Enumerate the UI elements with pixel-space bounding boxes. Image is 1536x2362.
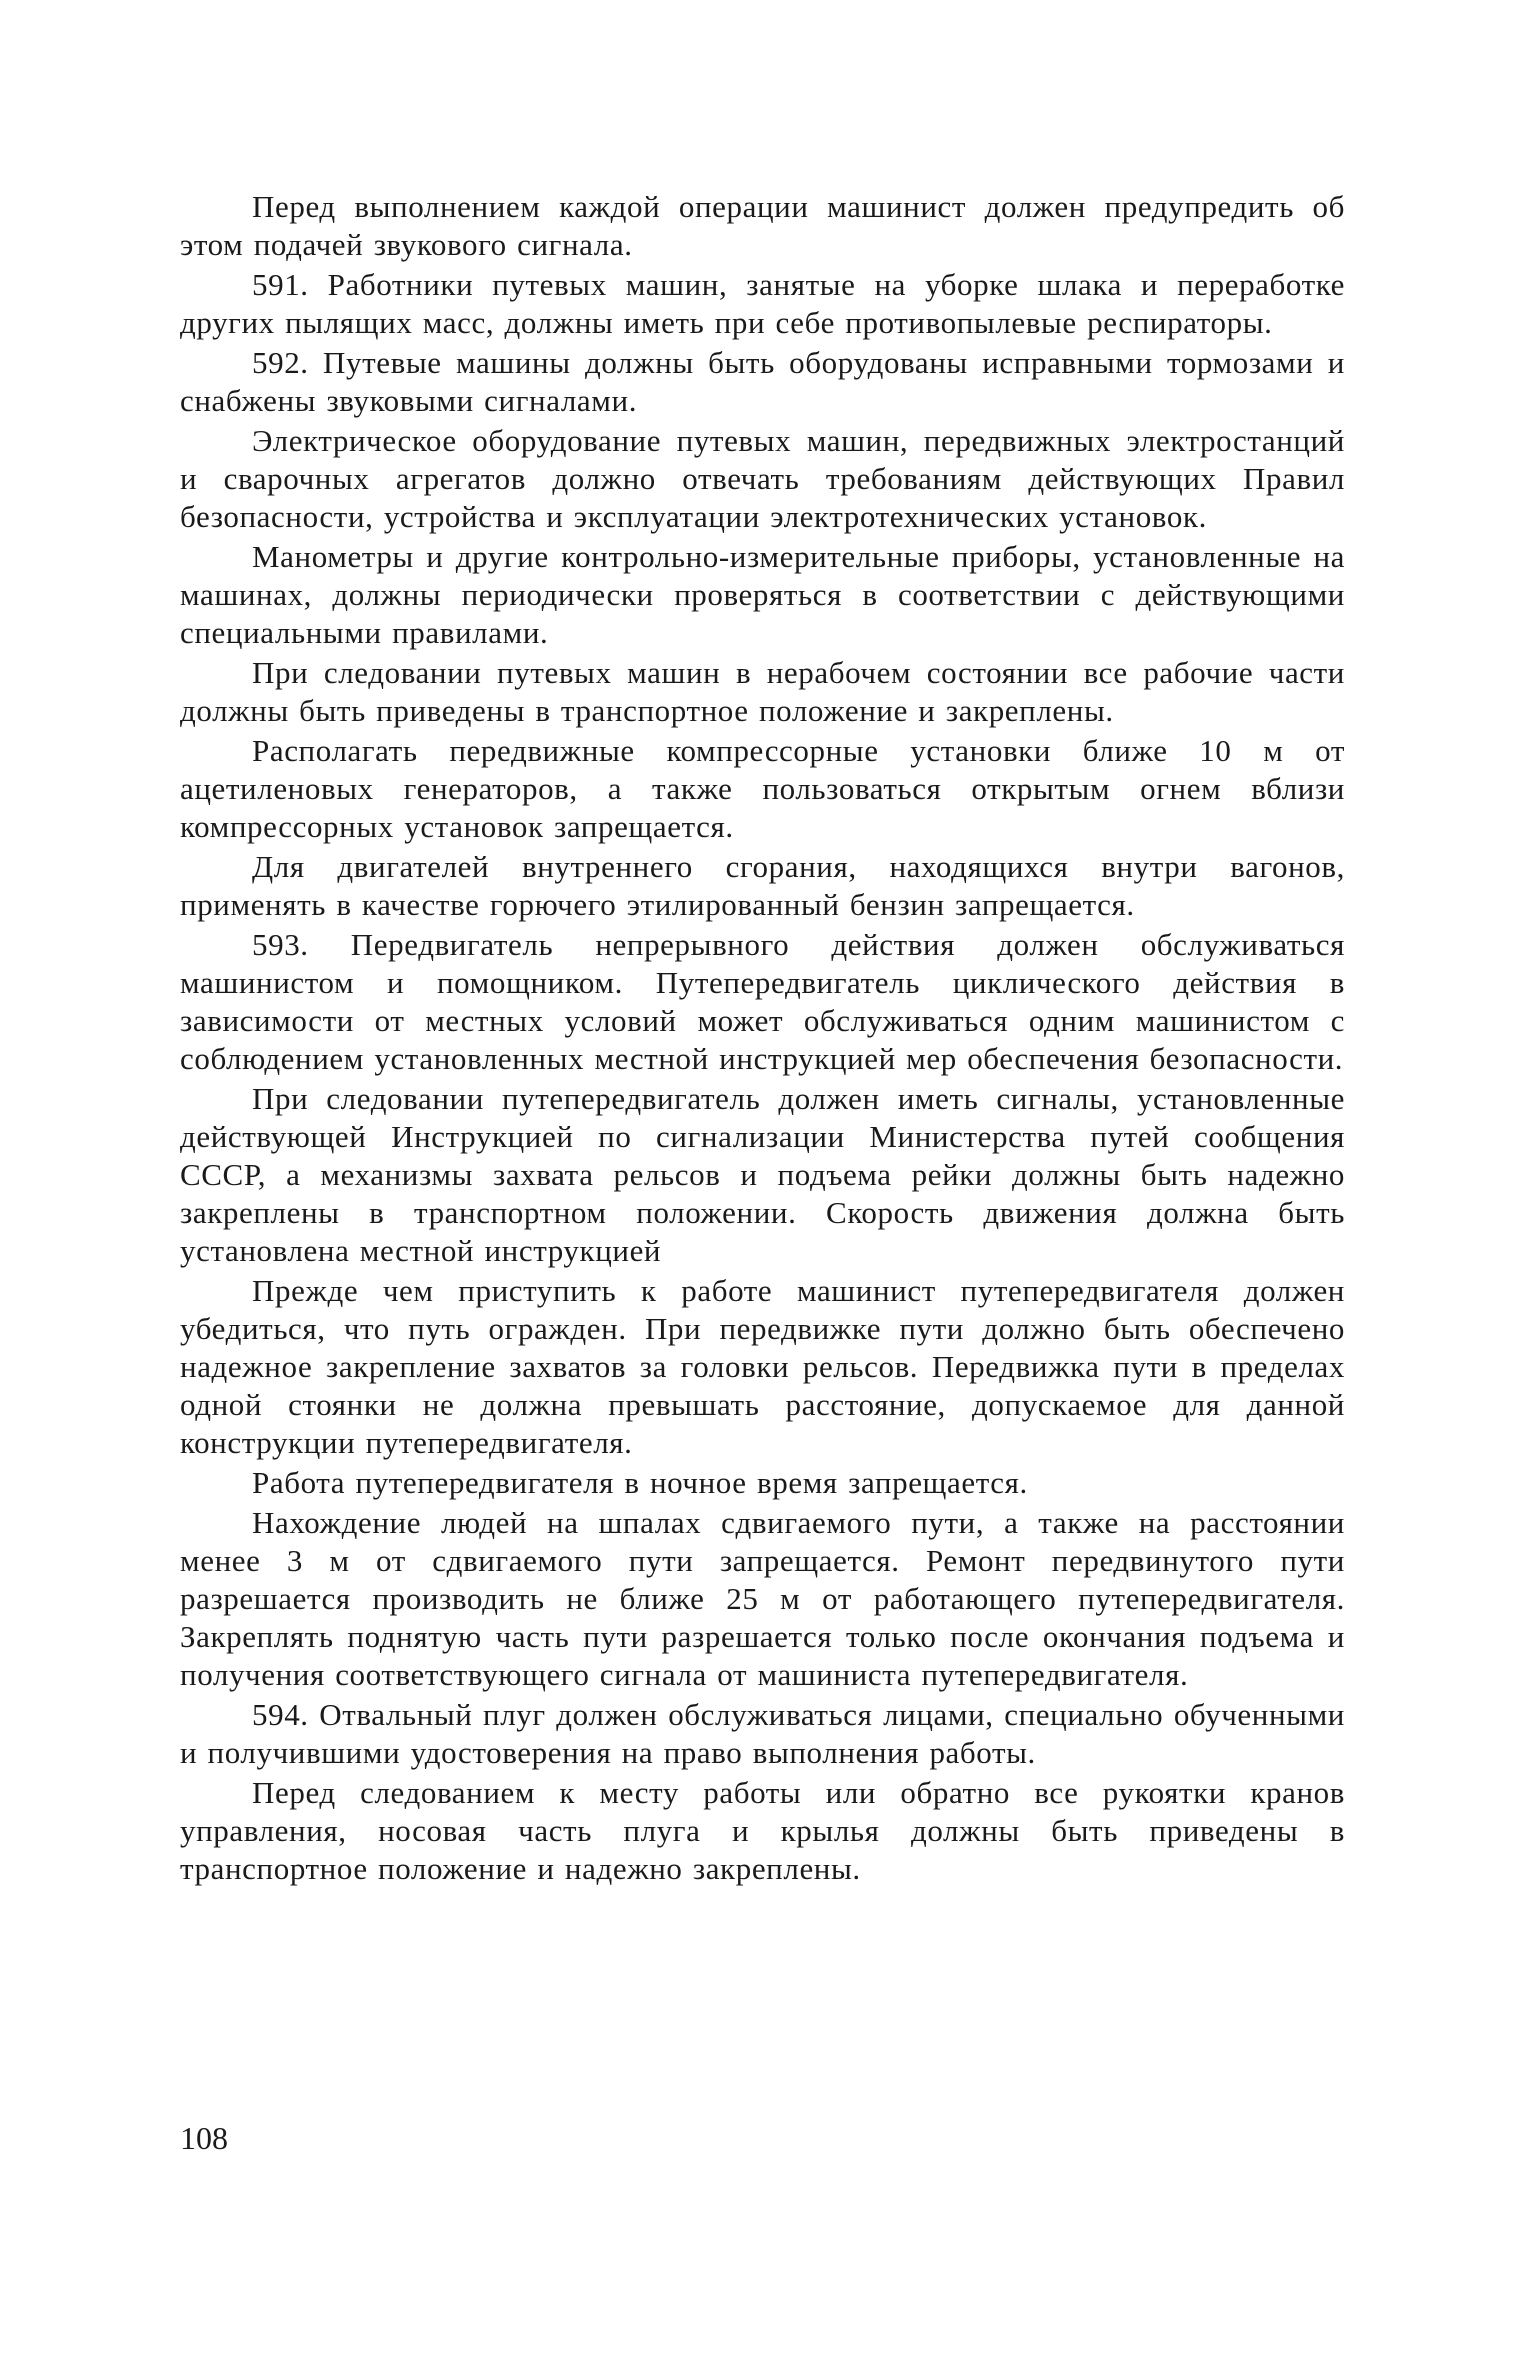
- paragraph: При следовании путевых машин в нерабочем состоянии все рабочие части должны быть приведены в транспортное положение и закреплены.: [180, 655, 1345, 728]
- paragraph: Перед следованием к месту работы или обратно все рукоятки кранов управления, носовая часть плуга и крылья должны быть приведены в транспортное положение и надежно закреплены.: [180, 1775, 1345, 1886]
- paragraph-592: 592. Путевые машины должны быть оборудованы исправными тормозами и снабжены звуковыми сигналами.: [180, 345, 1345, 418]
- paragraph: При следовании путепередвигатель должен иметь сигналы, установленные действующей Инструкцией по сигнализации Министерства путей сообщения СССР, а механизмы захвата рельсов и подъема рейки должны быть надежно закреплены в транспортном положении. Скорость движения должна быть установлена местной инструкцией: [180, 1081, 1345, 1268]
- paragraph: Работа путепередвигателя в ночное время запрещается.: [252, 1465, 1028, 1500]
- paragraph: Манометры и другие контрольно-измерительные приборы, установленные на машинах, должны периодически проверяться в соответствии с действующими специальными правилами.: [180, 539, 1345, 650]
- paragraph: Прежде чем приступить к работе машинист путепередвигателя должен убедиться, что путь огражден. При передвижке пути должно быть обеспечено надежное закрепление захватов за головки рельсов. Передвижка пути в пределах одной стоянки не должна превышать расстояние, допускаемое для данной конструкции путепередвигателя.: [180, 1273, 1345, 1460]
- page-body: [180, 188, 1345, 1890]
- paragraph: Нахождение людей на шпалах сдвигаемого пути, а также на расстоянии менее 3 м от сдвигаемого пути запрещается. Ремонт передвинутого пути разрешается производить не ближе 25 м от работающего путепередвигателя. Закреплять поднятую часть пути разрешается только после окончания подъема и получения соответствующего сигнала от машиниста путепередвигателя.: [180, 1505, 1345, 1692]
- page-number: 108: [180, 2120, 228, 2156]
- paragraph: Располагать передвижные компрессорные установки ближе 10 м от ацетиленовых генераторов, а также пользоваться открытым огнем вблизи компрессорных установок запрещается.: [180, 733, 1345, 844]
- paragraph: Перед выполнением каждой операции машинист должен предупредить об этом подачей звукового сигнала.: [180, 189, 1345, 262]
- paragraph-594: 594. Отвальный плуг должен обслуживаться лицами, специально обученными и получившими удостоверения на право выполнения работы.: [180, 1697, 1345, 1770]
- paragraph: Для двигателей внутреннего сгорания, находящихся внутри вагонов, применять в качестве горючего этилированный бензин запрещается.: [180, 849, 1345, 922]
- paragraph-591: 591. Работники путевых машин, занятые на уборке шлака и переработке других пылящих масс, должны иметь при себе противопылевые респираторы.: [180, 267, 1345, 340]
- paragraph: Электрическое оборудование путевых машин, передвижных электростанций и сварочных агрегатов должно отвечать требованиям действующих Правил безопасности, устройства и эксплуатации электротехнических установок.: [180, 423, 1345, 534]
- paragraph-593: 593. Передвигатель непрерывного действия должен обслуживаться машинистом и помощником. Путепередвигатель циклического действия в зависимости от местных условий может обслуживаться одним машинистом с соблюдением установленных местной инструкцией мер обеспечения безопасности.: [180, 927, 1345, 1076]
